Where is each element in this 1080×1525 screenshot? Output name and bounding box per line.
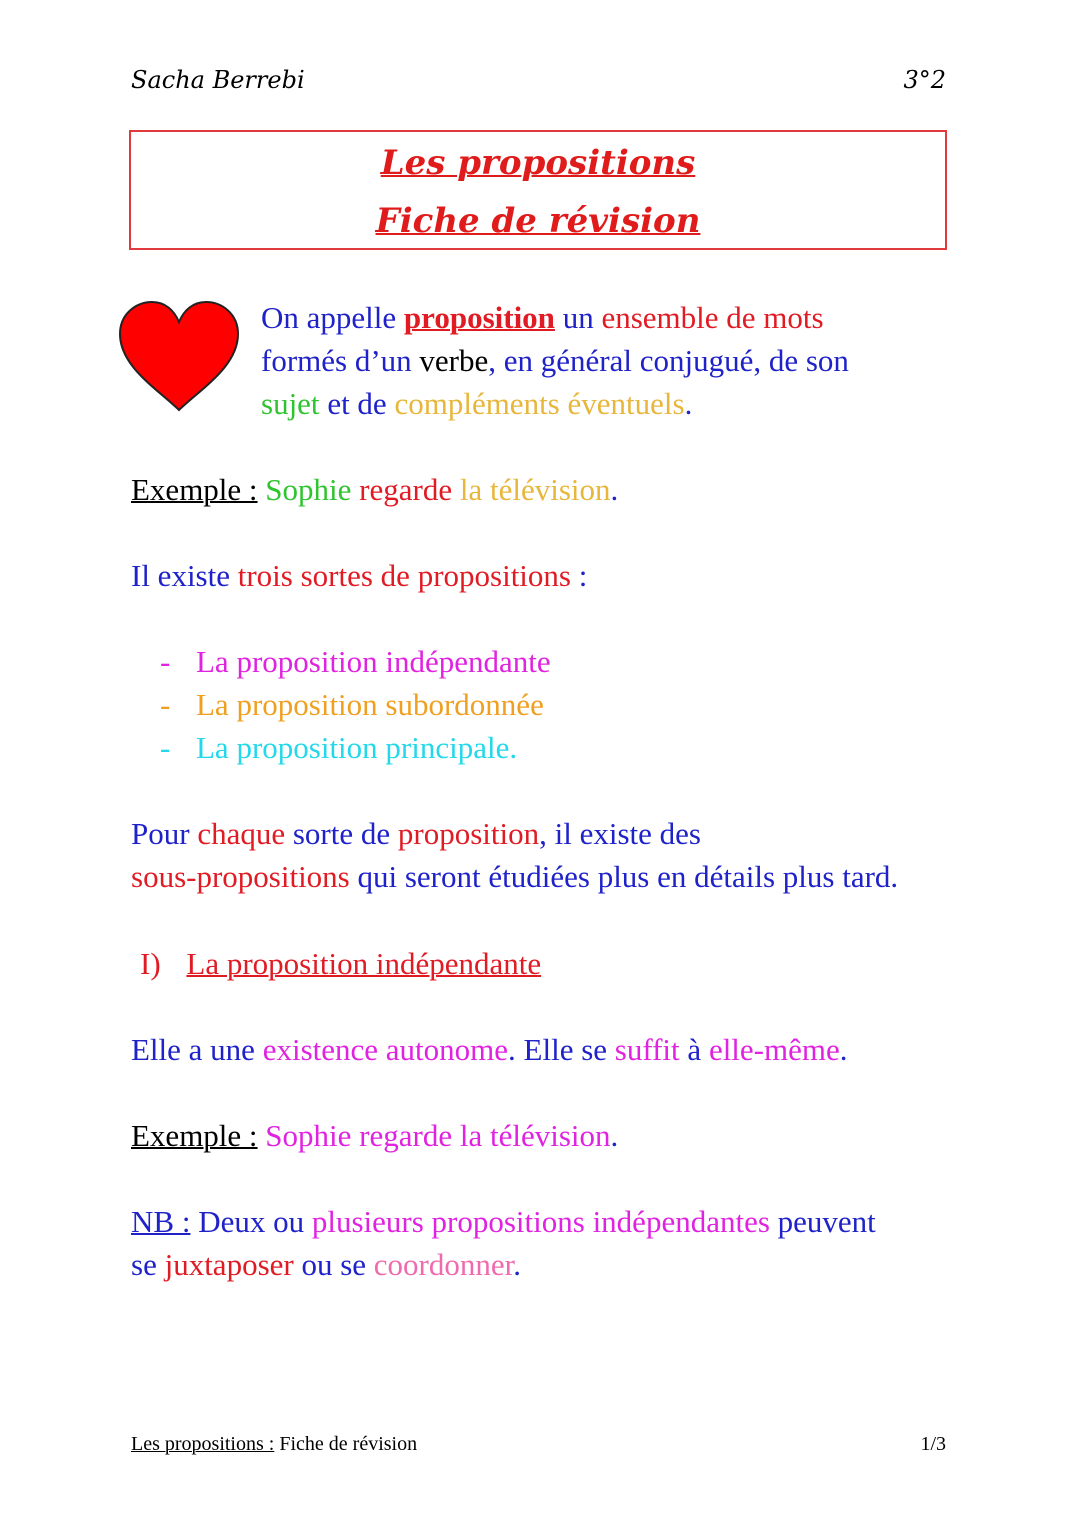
example-subject: Sophie [265,472,352,507]
example-label: Exemple : [131,1118,258,1153]
def-text: et de [319,386,395,421]
list-dash: - [160,644,171,679]
example-verb: regarde [359,472,453,507]
list-item [160,640,551,683]
sub-text: , il existe des [539,816,701,851]
example-end: . [610,472,619,507]
def-text: ensemble de mots [601,300,824,335]
sub-propositions-paragraph [131,812,961,898]
footer-doc-subtitle: Fiche de révision [274,1433,418,1455]
def-text: . [684,386,693,421]
autonomy-text: à [679,1032,709,1067]
nb-paragraph [131,1200,961,1286]
footer-title [131,1433,417,1456]
sub-text: Pour [131,816,198,851]
nb-text: peuvent [769,1204,876,1239]
example-end: . [610,1118,619,1153]
list-item-text: La proposition principale. [196,730,518,765]
sub-text: sorte de [285,816,398,851]
autonomy-text: Elle a une [131,1032,263,1067]
sub-highlight: proposition [397,816,540,851]
nb-juxtaposer: juxtaposer [164,1247,294,1282]
sub-text: qui seront étudiées plus en détails plus tard. [349,859,899,894]
example-label: Exemple : [131,472,258,507]
list-item-text: La proposition subordonnée [196,687,544,722]
nb-label: NB : [131,1204,191,1239]
author-name: Sacha Berrebi [131,66,305,94]
title-box [129,130,947,250]
autonomy-paragraph [131,1028,961,1071]
sub-highlight: chaque [197,816,286,851]
heart-icon [116,300,242,412]
types-intro-text: Il existe [131,558,238,593]
def-text: , en général conjugué, de son [488,343,849,378]
title-line-2: Fiche de révision [375,201,701,241]
def-term: proposition [403,300,555,335]
autonomy-highlight: suffit [614,1032,680,1067]
types-intro-colon: : [571,558,588,593]
section-heading [140,942,970,985]
def-text: formés d’un [261,343,420,378]
list-item-text: La proposition indépendante [196,644,551,679]
nb-text: se [131,1247,165,1282]
nb-text: . [513,1247,522,1282]
def-verb: verbe [419,343,489,378]
autonomy-text: . Elle se [508,1032,615,1067]
autonomy-text: . [839,1032,848,1067]
list-item [160,726,551,769]
def-complements: compléments éventuels [394,386,685,421]
example-1 [131,468,961,511]
sub-highlight: sous-propositions [131,859,350,894]
example-complement: la télévision [459,472,611,507]
def-text: un [554,300,602,335]
def-subject: sujet [261,386,320,421]
title-line-1: Les propositions [380,143,696,183]
list-dash: - [160,687,171,722]
section-title: La proposition indépendante [186,946,542,981]
list-item [160,683,551,726]
page-number: 1/3 [920,1433,946,1455]
example-2 [131,1114,961,1157]
types-intro [131,554,961,597]
list-dash: - [160,730,171,765]
nb-text: Deux ou [190,1204,312,1239]
types-intro-highlight: trois sortes de propositions [237,558,571,593]
definition-paragraph [261,296,961,425]
nb-text: ou se [293,1247,374,1282]
example-sentence: Sophie regarde la télévision [265,1118,611,1153]
types-list [160,640,551,769]
class-label: 3°2 [903,66,946,94]
footer-doc-title: Les propositions : [131,1433,275,1455]
section-number: I) [140,946,161,981]
autonomy-highlight: elle-même [708,1032,840,1067]
nb-coordonner: coordonner [373,1247,514,1282]
autonomy-highlight: existence autonome [262,1032,509,1067]
nb-highlight: plusieurs propositions indépendantes [311,1204,770,1239]
def-text: On appelle [261,300,404,335]
